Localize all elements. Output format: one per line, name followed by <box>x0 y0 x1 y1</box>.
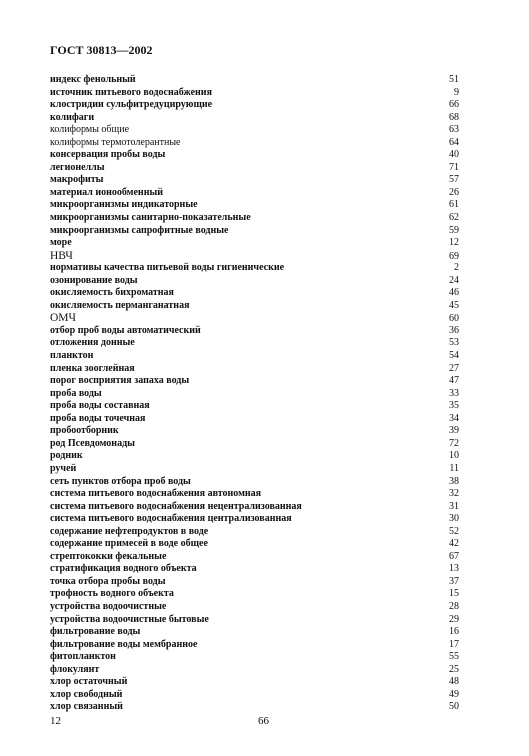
index-page-ref: 2 <box>454 262 459 274</box>
index-page-ref: 32 <box>449 488 459 500</box>
index-page-ref: 29 <box>449 613 459 625</box>
index-term: хлор остаточный <box>50 676 128 688</box>
index-term: стратификация водного объекта <box>50 563 197 575</box>
index-entry <box>50 287 459 300</box>
index-entry <box>50 337 459 350</box>
index-entry <box>50 187 459 200</box>
index-page-ref: 27 <box>449 362 459 374</box>
index-page-ref: 28 <box>449 600 459 612</box>
index-page-ref: 72 <box>449 437 459 449</box>
index-page-ref: 12 <box>449 237 459 249</box>
index-term: легионеллы <box>50 161 105 173</box>
index-page-ref: 36 <box>449 324 459 336</box>
index-entry <box>50 375 459 388</box>
index-page-ref: 11 <box>449 462 459 474</box>
index-term: индекс фенольный <box>50 74 136 85</box>
index-page-ref: 34 <box>449 412 459 424</box>
index-term: содержание примесей в воде общее <box>50 538 208 550</box>
index-page-ref: 26 <box>449 186 459 198</box>
index-page-ref: 54 <box>449 350 459 362</box>
index-entry <box>50 149 459 162</box>
index-term: ручей <box>50 462 77 474</box>
index-page-ref: 49 <box>449 688 459 700</box>
index-term: колифаги <box>50 111 95 123</box>
index-term: система питьевого водоснабжения централизованная <box>50 513 292 525</box>
index-term: система питьевого водоснабжения нецентрализованная <box>50 500 302 512</box>
index-entry <box>50 388 459 401</box>
index-entry <box>50 614 459 627</box>
index-entry <box>50 162 459 175</box>
index-term: макрофиты <box>50 174 104 186</box>
footer-page-number: 66 <box>258 715 269 727</box>
index-entry <box>50 124 459 137</box>
index-page-ref: 63 <box>449 124 459 136</box>
index-entry <box>50 588 459 601</box>
index-term: пленка зооглейная <box>50 362 135 374</box>
index-entry <box>50 74 459 87</box>
index-term: НВЧ <box>50 249 73 262</box>
index-entry <box>50 551 459 564</box>
index-term: клостридии сульфитредуцирующие <box>50 99 213 111</box>
index-entry <box>50 275 459 288</box>
index-page-ref: 55 <box>449 651 459 663</box>
index-term: окисляемость перманганатная <box>50 299 190 311</box>
index-page-ref: 17 <box>449 638 459 650</box>
index-entry <box>50 538 459 551</box>
index-page-ref: 35 <box>449 400 459 412</box>
index-term: микроорганизмы сапрофитные водные <box>50 224 229 236</box>
index-page-ref: 60 <box>449 313 459 325</box>
index-page-ref: 15 <box>449 588 459 600</box>
index-page-ref: 33 <box>449 387 459 399</box>
index-term: колиформы общие <box>50 124 130 136</box>
index-term: микроорганизмы санитарно-показательные <box>50 212 251 224</box>
index-term: проба воды <box>50 387 102 399</box>
index-page-ref: 51 <box>449 74 459 85</box>
index-entry <box>50 400 459 413</box>
index-entry <box>50 701 459 714</box>
index-entry <box>50 639 459 652</box>
index-term: содержание нефтепродуктов в воде <box>50 525 209 537</box>
index-term: родник <box>50 450 83 462</box>
index-page-ref: 68 <box>449 111 459 123</box>
index-entry <box>50 488 459 501</box>
index-page-ref: 40 <box>449 149 459 161</box>
index-entry <box>50 174 459 187</box>
index-term: флокулянт <box>50 663 100 675</box>
index-page-ref: 46 <box>449 287 459 299</box>
index-term: хлор свободный <box>50 688 123 700</box>
index-entry <box>50 438 459 451</box>
document-header: ГОСТ 30813—2002 <box>50 43 153 57</box>
index-entry <box>50 350 459 363</box>
index-entry <box>50 664 459 677</box>
index-entry <box>50 87 459 100</box>
index-entry <box>50 300 459 313</box>
index-page-ref: 16 <box>449 626 459 638</box>
index-entry <box>50 212 459 225</box>
index-term: море <box>50 237 72 249</box>
index-entry <box>50 576 459 589</box>
index-term: фильтрование воды мембранное <box>50 638 198 650</box>
index-entry <box>50 651 459 664</box>
index-term: колиформы термотолерантные <box>50 136 181 148</box>
index-entry <box>50 363 459 376</box>
index-page-ref: 71 <box>449 161 459 173</box>
index-page-ref: 53 <box>449 337 459 349</box>
index-entry <box>50 199 459 212</box>
index-term: материал ионообменный <box>50 186 164 198</box>
index-term: окисляемость бихроматная <box>50 287 174 299</box>
index-page-ref: 25 <box>449 663 459 675</box>
index-page-ref: 9 <box>454 86 459 98</box>
index-page-ref: 67 <box>449 550 459 562</box>
index-page-ref: 45 <box>449 299 459 311</box>
index-entry <box>50 450 459 463</box>
index-entry <box>50 601 459 614</box>
index-term: источник питьевого водоснабжения <box>50 86 212 98</box>
index-page-ref: 10 <box>449 450 459 462</box>
index-page-ref: 38 <box>449 475 459 487</box>
index-entry <box>50 563 459 576</box>
index-term: хлор связанный <box>50 701 123 713</box>
index-term: проба воды составная <box>50 400 150 412</box>
index-entry <box>50 626 459 639</box>
index-entry <box>50 689 459 702</box>
index-term: ОМЧ <box>50 312 77 325</box>
index-page-ref: 31 <box>449 500 459 512</box>
index-page-ref: 48 <box>449 676 459 688</box>
index-term: озонирование воды <box>50 274 138 286</box>
index-term: устройства водоочистные бытовые <box>50 613 209 625</box>
index-entry <box>50 413 459 426</box>
index-term: трофность водного объекта <box>50 588 174 600</box>
index-term: фильтрование воды <box>50 626 141 638</box>
index-entry <box>50 112 459 125</box>
index-term: проба воды точечная <box>50 412 146 424</box>
index-entry <box>50 262 459 275</box>
index-page-ref: 50 <box>449 701 459 713</box>
index-page-ref: 52 <box>449 525 459 537</box>
index-page-ref: 61 <box>449 199 459 211</box>
index-term: порог восприятия запаха воды <box>50 375 190 387</box>
index-page-ref: 66 <box>449 99 459 111</box>
index-page-ref: 59 <box>449 224 459 236</box>
index-term: фитопланктон <box>50 651 116 663</box>
index-entry <box>50 676 459 689</box>
index-term: отложения донные <box>50 337 135 349</box>
index-term: планктон <box>50 350 94 362</box>
index-entry <box>50 526 459 539</box>
index-term: устройства водоочистные <box>50 600 167 612</box>
index-page-ref: 30 <box>449 513 459 525</box>
index-page-ref: 37 <box>449 575 459 587</box>
index-entry <box>50 501 459 514</box>
index-term: микроорганизмы индикаторные <box>50 199 198 211</box>
index-page-ref: 47 <box>449 375 459 387</box>
index-term: сеть пунктов отбора проб воды <box>50 475 191 487</box>
index-entry <box>50 225 459 238</box>
index-page-ref: 69 <box>449 250 459 262</box>
index-entry <box>50 99 459 112</box>
index-entry <box>50 237 459 250</box>
index-entry <box>50 425 459 438</box>
index-term: точка отбора пробы воды <box>50 575 166 587</box>
footer-section-number: 12 <box>50 715 61 727</box>
index-term: система питьевого водоснабжения автономная <box>50 488 262 500</box>
index-term: консервация пробы воды <box>50 149 166 161</box>
index-entry <box>50 463 459 476</box>
index-page-ref: 57 <box>449 174 459 186</box>
index-page-ref: 24 <box>449 274 459 286</box>
index-term: род Псевдомонады <box>50 437 135 449</box>
index-page-ref: 42 <box>449 538 459 550</box>
index-entry <box>50 513 459 526</box>
index-entry <box>50 137 459 150</box>
index-term: отбор проб воды автоматический <box>50 324 201 336</box>
index-term: стрептококки фекальные <box>50 550 167 562</box>
index-page-ref: 64 <box>449 136 459 148</box>
index-page-ref: 39 <box>449 425 459 437</box>
index-entry <box>50 476 459 489</box>
index-entry <box>50 312 459 325</box>
index-term: нормативы качества питьевой воды гигиенические <box>50 262 285 274</box>
index-entry <box>50 325 459 338</box>
index-term: пробоотборник <box>50 425 119 437</box>
index-page-ref: 13 <box>449 563 459 575</box>
index-entry <box>50 250 459 263</box>
index-page-ref: 62 <box>449 212 459 224</box>
alphabetical-index <box>50 74 459 714</box>
